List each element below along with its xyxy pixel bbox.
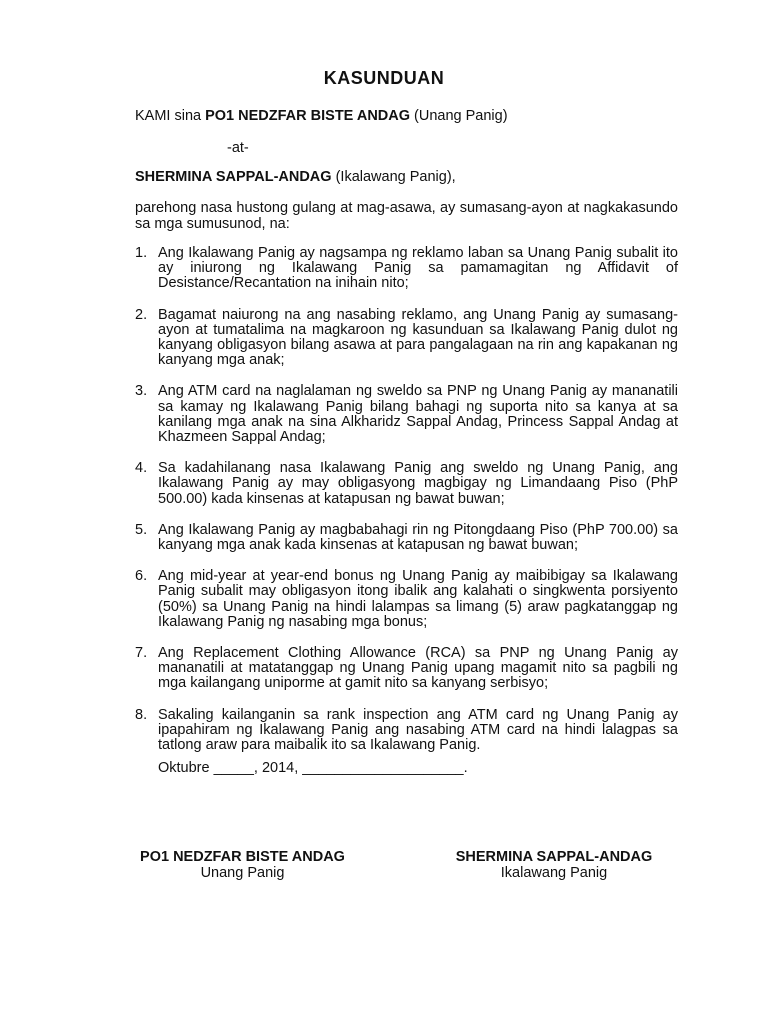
agreement-item-number: 5.: [135, 521, 148, 538]
agreement-item: [135, 523, 678, 553]
agreement-item: [135, 308, 678, 369]
signature-first-party-name: PO1 NEDZFAR BISTE ANDAG: [140, 849, 345, 865]
document-title: KASUNDUAN: [323, 68, 445, 88]
agreement-item-text: Ang Ikalawang Panig ay nagsampa ng reklamo laban sa Unang Panig subalit ito ay iniurong ng Ikalawang Panig sa pamamagitan ng Affidavit of Desistance/Recantation na inihain nito;: [158, 245, 678, 292]
agreement-item-number: 4.: [135, 460, 148, 477]
agreement-item: [135, 246, 678, 292]
agreement-item-number: 3.: [135, 383, 148, 400]
agreement-item: [135, 646, 678, 692]
signature-second-party-name: SHERMINA SAPPAL-ANDAG: [455, 849, 653, 865]
agreement-item: [135, 384, 678, 445]
agreement-item-text: Ang mid-year at year-end bonus ng Unang Panig ay maibibigay sa Ikalawang Panig subalit may obligasyon itong ibalik ang kalahati o singkwenta porsiyento (50%) sa Unang Panig na hindi lalampas sa limang (5) araw pagkatanggap ng Ikalawang Panig ng nasabing mga bonus;: [158, 568, 678, 630]
agreement-item: [135, 569, 678, 630]
second-party-line: [135, 169, 456, 185]
signature-first-party: [135, 849, 350, 881]
first-party-name: PO1 NEDZFAR BISTE ANDAG: [205, 108, 411, 124]
first-party-line: [135, 108, 508, 124]
agreement-item-number: 2.: [135, 306, 148, 323]
at-separator: -at-: [227, 140, 249, 156]
signature-first-party-role: Unang Panig: [200, 865, 285, 881]
agreement-item-text: Ang Ikalawang Panig ay magbabahagi rin ng Pitongdaang Piso (PhP 700.00) sa kanyang mga anak kada kinsenas at katapusan ng bawat buwan;: [158, 521, 678, 554]
agreement-item-text: Bagamat naiurong na ang nasabing reklamo, ang Unang Panig ay sumasang-ayon at tumatalima na magkaroon ng kasunduan sa Ikalawang Panig dulot ng kanyang obligasyon bilang asawa at para pangalagaan na rin ang kapakanan ng kanyang mga anak;: [158, 306, 678, 369]
agreement-item-text: Sakaling kailanganin sa rank inspection ang ATM card ng Unang Panig ay ipapahiram ng Ikalawang Panig ang nasabing ATM card na hindi lalagpas sa tatlong araw para maibalik ito sa Ikalawang Panig.: [158, 706, 678, 754]
party-line-prefix: KAMI sina: [135, 108, 206, 124]
agreement-items-list: [135, 246, 678, 769]
agreement-item-number: 6.: [135, 568, 148, 585]
signature-second-party: [448, 849, 660, 881]
agreement-item-text: Ang ATM card na naglalaman ng sweldo sa PNP ng Unang Panig ay mananatili sa kamay ng Ikalawang Panig bilang bahagi ng suporta nito sa kanya at sa kanilang mga anak na sina Alkharidz Sappal Andag, Princess Sappal Andag at Khazmeen Sappal Andag;: [158, 383, 678, 446]
intro-paragraph: parehong nasa hustong gulang at mag-asawa, ay sumasang-ayon at nagkakasundo sa mga sumusunod, na:: [135, 200, 678, 232]
agreement-item-number: 7.: [135, 645, 148, 662]
date-line: Oktubre _____, 2014, ____________________.: [158, 760, 468, 776]
agreement-item-text: Sa kadahilanang nasa Ikalawang Panig ang sweldo ng Unang Panig, ang Ikalawang Panig ay may obligasyong magbigay ng Limandaang Piso (PhP 500.00) kada kinsenas at katapusan ng bawat buwan;: [158, 460, 678, 507]
agreement-item-number: 8.: [135, 706, 148, 723]
agreement-item: [135, 708, 678, 754]
first-party-role: (Unang Panig): [410, 108, 508, 124]
agreement-item-number: 1.: [135, 245, 148, 261]
second-party-role: (Ikalawang Panig),: [331, 169, 456, 185]
second-party-name: SHERMINA SAPPAL-ANDAG: [135, 169, 332, 185]
agreement-item-text: Ang Replacement Clothing Allowance (RCA) sa PNP ng Unang Panig ay mananatili at matatanggap ng Unang Panig upang magamit nito sa pagbili ng mga kailangang uniporme at gamit nito sa kanyang serbisyo;: [158, 645, 678, 692]
signature-second-party-role: Ikalawang Panig: [500, 865, 608, 881]
agreement-item: [135, 461, 678, 507]
